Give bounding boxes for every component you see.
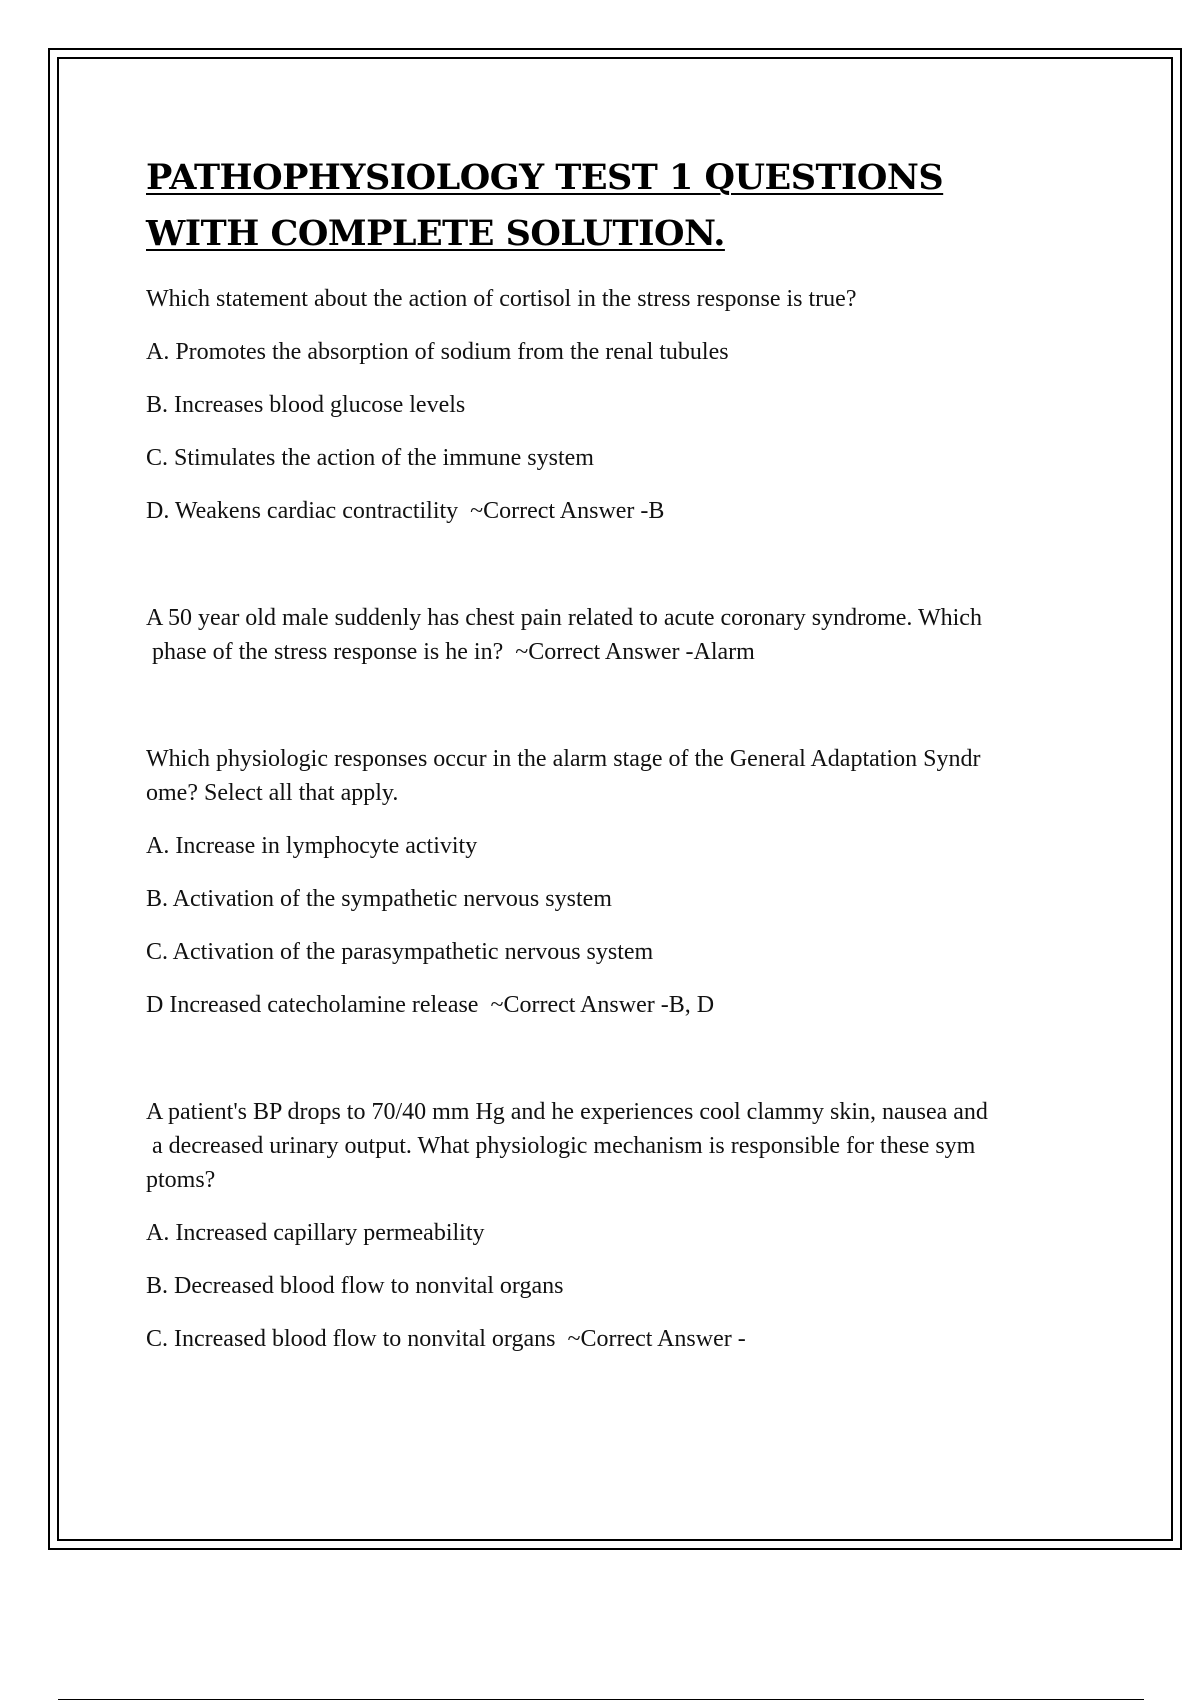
spacer [146, 1041, 1096, 1095]
question-text-line: A patient's BP drops to 70/40 mm Hg and he experiences cool clammy skin, nausea and [146, 1099, 988, 1125]
question-1 [146, 282, 1096, 528]
option-c: C. Stimulates the action of the immune system [146, 445, 594, 471]
question-3 [146, 742, 1096, 1022]
option-a: A. Increase in lymphocyte activity [146, 833, 478, 859]
option-d-with-answer: D. Weakens cardiac contractility ~Correct Answer -B [146, 498, 665, 524]
option-c-with-answer: C. Increased blood flow to nonvital organs ~Correct Answer - [146, 1326, 746, 1352]
option-d-with-answer: D Increased catecholamine release ~Correct Answer -B, D [146, 992, 715, 1018]
question-text-line: a decreased urinary output. What physiologic mechanism is responsible for these sym [152, 1133, 976, 1159]
option-b: B. Activation of the sympathetic nervous system [146, 886, 612, 912]
option-a: A. Promotes the absorption of sodium from the renal tubules [146, 339, 729, 365]
option-b: B. Increases blood glucose levels [146, 392, 466, 418]
option-a: A. Increased capillary permeability [146, 1220, 485, 1246]
spacer [146, 547, 1096, 601]
page-title [146, 150, 1096, 262]
option-c: C. Activation of the parasympathetic nervous system [146, 939, 654, 965]
title-line-1: PATHOPHYSIOLOGY TEST 1 QUESTIONS [146, 157, 944, 198]
document-content [146, 150, 1096, 1375]
question-text-line: A 50 year old male suddenly has chest pain related to acute coronary syndrome. Which [146, 605, 982, 631]
option-b: B. Decreased blood flow to nonvital organs [146, 1273, 564, 1299]
question-4 [146, 1095, 1096, 1356]
question-2 [146, 601, 1096, 669]
question-text: Which statement about the action of cortisol in the stress response is true? [146, 286, 857, 312]
question-text-line: Which physiologic responses occur in the alarm stage of the General Adaptation Syndr [146, 746, 981, 772]
question-text-line: ptoms? [146, 1167, 216, 1193]
question-text-line: ome? Select all that apply. [146, 780, 399, 806]
title-line-2: WITH COMPLETE SOLUTION. [146, 213, 725, 254]
question-text-line-answer: phase of the stress response is he in? ~Correct Answer -Alarm [152, 639, 755, 665]
spacer [146, 688, 1096, 742]
